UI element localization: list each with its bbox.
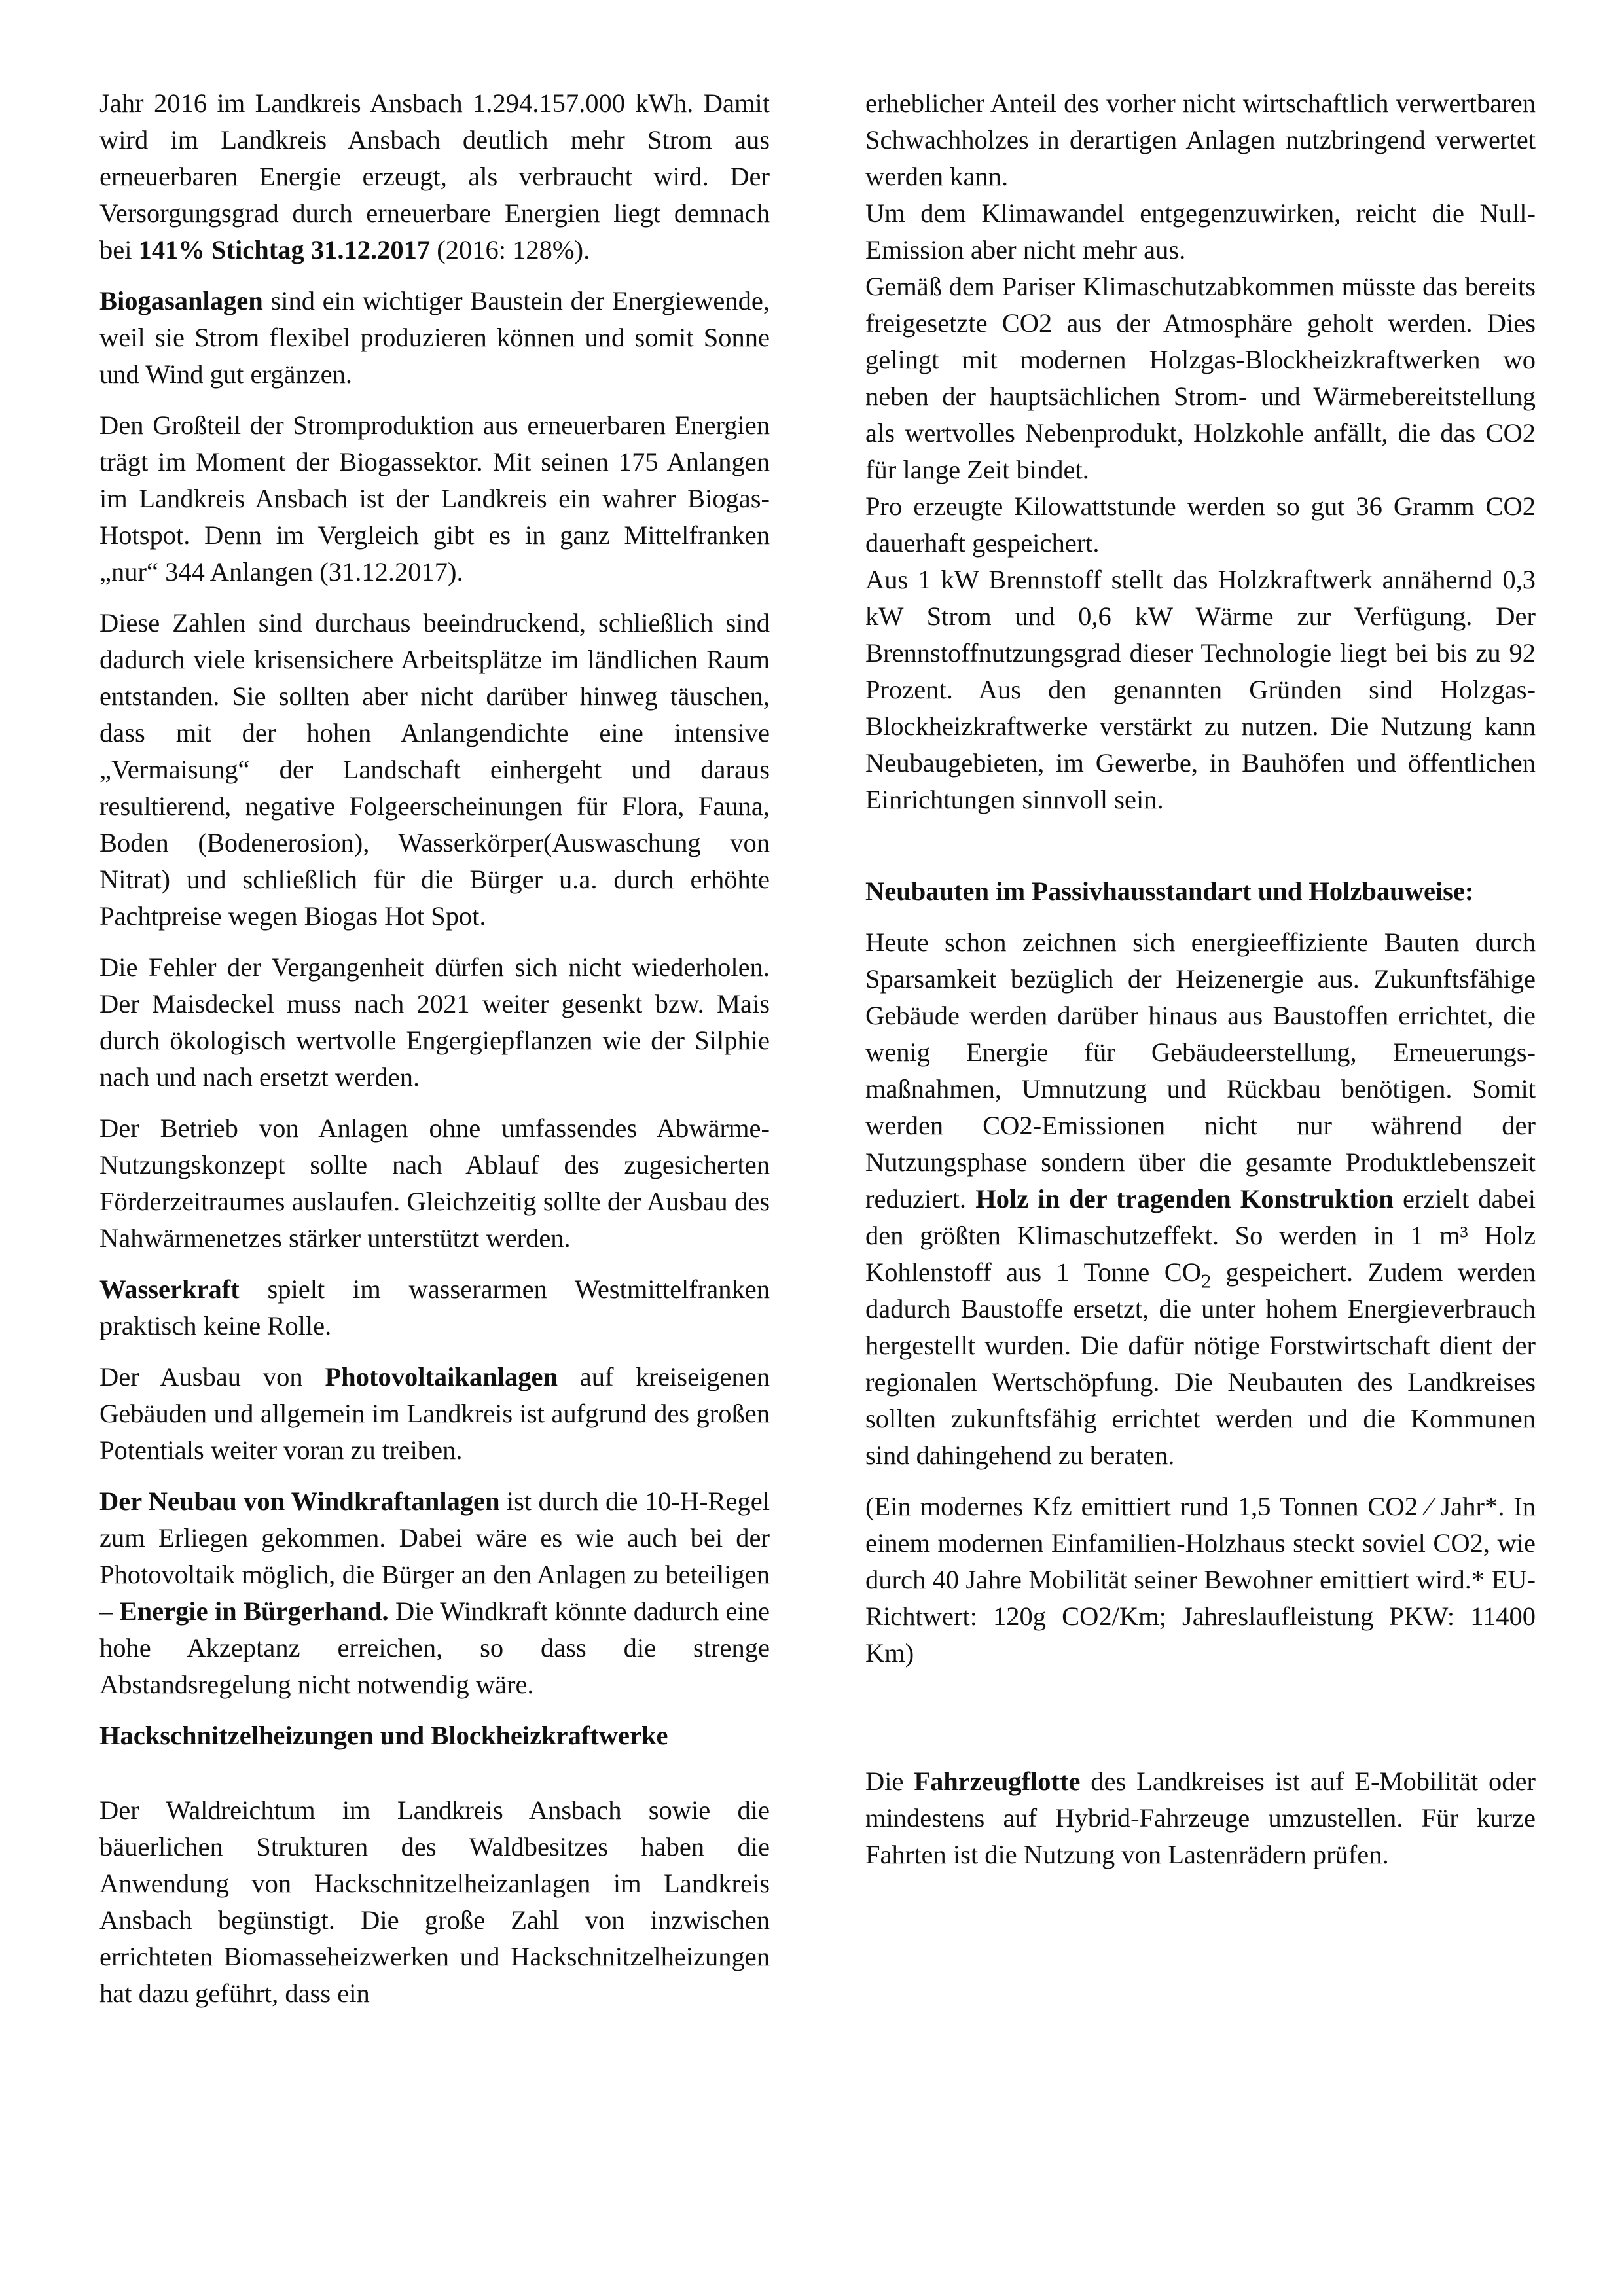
timber-construction-term: Holz in der tragenden Konstruktion	[975, 1184, 1394, 1213]
paragraph-waste-heat: Der Betrieb von Anlagen ohne umfassendes Abwärme-Nutzungskonzept sollte nach Ablauf des zugesicherten Förderzeitraumes auslaufen. Gleichzeitig sollte der Ausbau des Nahwärmenetzes stärker unterstützt werden.	[99, 1113, 770, 1253]
right-column	[865, 85, 1536, 1888]
paragraph-wind-power: Der Neubau von Windkraftanlagen ist durch die 10-H-Regel zum Erliegen gekommen. Dabei wäre es wie auch bei der Photovoltaik möglich, die Bürger an den Anlagen zu beteiligen – Energie in Bürgerhand. Die Windkraft könnte dadurch eine hohe Akzeptanz erreichen, so dass die strenge Abstandsregelung nicht notwendig wäre.	[99, 1486, 770, 1699]
paragraph-wood-power-plant: Aus 1 kW Brennstoff stellt das Holzkraftwerk annähernd 0,3 kW Strom und 0,6 kW Wärme zur Verfügung. Der Brennstoffnutzungsgrad dieser Technologie liegt bei bis zu 92 Prozent. Aus den genannten Gründen sind Holzgas-Blockheizkraftwerke verstärkt zu nutzen. Die Nutzung kann Neubaugebieten, im Gewerbe, in Bauhöfen und öffentlichen Einrichtungen sinnvoll sein.	[865, 565, 1536, 814]
paragraph-biogas-intro: Biogasanlagen sind ein wichtiger Baustein der Energiewende, weil sie Strom flexibel produzieren können und somit Sonne und Wind gut ergänzen.	[99, 286, 770, 389]
paragraph-forest-wealth: Der Waldreichtum im Landkreis Ansbach sowie die bäuerlichen Strukturen des Waldbesitzes haben die Anwendung von Hackschnitzelheizanlagen im Landkreis Ansbach begünstigt. Die große Zahl von inzwischen errichteten Biomasseheizwerken und Hackschnitzelheizungen hat dazu geführt, dass ein	[99, 1795, 770, 2008]
paragraph-vehicle-fleet: Die Fahrzeugflotte des Landkreises ist auf E-Mobilität oder mindestens auf Hybrid-Fahrzeuge umzustellen. Für kurze Fahrten ist die Nutzung von Lastenrädern prüfen.	[865, 1767, 1536, 1869]
hydropower-term: Wasserkraft	[99, 1274, 240, 1304]
wind-power-term: Der Neubau von Windkraftanlagen	[99, 1486, 500, 1516]
paragraph-paris-agreement: Gemäß dem Pariser Klimaschutzabkommen müsste das bereits freigesetzte CO2 aus der Atmosphäre geholt werden. Dies gelingt mit modernen Holzgas-Blockheizkraftwerken wo neben der hauptsächlichen Strom- und Wärmebereitstellung als wertvolles Nebenprodukt, Holzkohle anfällt, die das CO2 für lange Zeit bindet.	[865, 272, 1536, 484]
paragraph-climate-change: Um dem Klimawandel entgegenzuwirken, reicht die Null-Emission aber nicht mehr aus.	[865, 198, 1536, 264]
heading-passive-house: Neubauten im Passivhausstandart und Holzbauweise:	[865, 876, 1474, 906]
paragraph-energy-supply: Jahr 2016 im Landkreis Ansbach 1.294.157.000 kWh. Damit wird im Landkreis Ansbach deutlich mehr Strom aus erneuerbaren Energie erzeugt, als verbraucht wird. Der Versorgungsgrad durch erneuerbare Energien liegt demnach bei 141% Stichtag 31.12.2017 (2016: 128%).	[99, 88, 770, 264]
paragraph-co2-storage: Pro erzeugte Kilowattstunde werden so gut 36 Gramm CO2 dauerhaft gespeichert.	[865, 492, 1536, 558]
supply-rate-highlight: 141% Stichtag 31.12.2017	[138, 235, 431, 264]
paragraph-hydropower: Wasserkraft spielt im wasserarmen Westmittelfranken praktisch keine Rolle.	[99, 1274, 770, 1340]
citizen-energy-term: Energie in Bürgerhand.	[119, 1596, 389, 1626]
biogas-term: Biogasanlagen	[99, 286, 263, 315]
paragraph-biogas-impact: Diese Zahlen sind durchaus beeindruckend, schließlich sind dadurch viele krisensichere Arbeitsplätze im ländlichen Raum entstanden. Sie sollten aber nicht darüber hinweg täuschen, dass mit der hohen Anlangendichte eine intensive „Vermaisung“ der Landschaft einhergeht und daraus resultierend, negative Folgeerscheinungen für Flora, Fauna, Boden (Bodenerosion), Wasserkörper(Auswaschung von Nitrat) und schließlich für die Bürger u.a. durch erhöhte Pachtpreise wegen Biogas Hot Spot.	[99, 608, 770, 931]
paragraph-weak-wood: erheblicher Anteil des vorher nicht wirtschaftlich verwertbaren Schwachholzes in derartigen Anlagen nutzbringend verwertet werden kann.	[865, 88, 1536, 191]
vehicle-fleet-term: Fahrzeugflotte	[914, 1767, 1081, 1796]
photovoltaics-term: Photovoltaikanlagen	[325, 1362, 558, 1391]
paragraph-vehicle-emissions: (Ein modernes Kfz emittiert rund 1,5 Tonnen CO2 ⁄ Jahr*. In einem modernen Einfamilien-Holzhaus steckt soviel CO2, wie durch 40 Jahre Mobilität seiner Bewohner emittiert wird.* EU-Richtwert: 120g CO2/Km; Jahreslaufleistung PKW: 11400 Km)	[865, 1492, 1536, 1668]
paragraph-timber-construction: Heute schon zeichnen sich energieeffiziente Bauten durch Sparsamkeit bezüglich der Heizenergie aus. Zukunftsfähige Gebäude werden darüber hinaus aus Baustoffen errichtet, die wenig Energie für Gebäudeerstellung, Erneuerungs-maßnahmen, Umnutzung und Rückbau benötigen. Somit werden CO2-Emissionen nicht nur während der Nutzungsphase sondern über die gesamte Produktlebenszeit reduziert. Holz in der tragenden Konstruktion erzielt dabei den größten Klimaschutzeffekt. So werden in 1 m³ Holz Kohlenstoff aus 1 Tonne $CO_2$ gespeichert. Zudem werden dadurch Baustoffe ersetzt, die unter hohem Energieverbrauch hergestellt wurden. Die dafür nötige Forstwirtschaft dient der regionalen Wertschöpfung. Die Neubauten des Landkreises sollten zukunftsfähig errichtet werden und die Kommunen sind dahingehend zu beraten.	[865, 927, 1536, 1470]
paragraph-photovoltaics: Der Ausbau von Photovoltaikanlagen auf kreiseigenen Gebäuden und allgemein im Landkreis ist aufgrund des großen Potentials weiter voran zu treiben.	[99, 1362, 770, 1465]
co2-subscript: 2	[1200, 1270, 1212, 1293]
paragraph-maize-cap: Die Fehler der Vergangenheit dürfen sich nicht wiederholen. Der Maisdeckel muss nach 2021 weiter gesenkt bzw. Mais durch ökologisch wertvolle Engergiepflanzen wie der Silphie nach und nach ersetzt werden.	[99, 952, 770, 1092]
paragraph-biogas-sector: Den Großteil der Stromproduktion aus erneuerbaren Energien trägt im Moment der Biogassektor. Mit seinen 175 Anlangen im Landkreis Ansbach ist der Landkreis ein wahrer Biogas-Hotspot. Denn im Vergleich gibt es in ganz Mittelfranken „nur“ 344 Anlangen (31.12.2017).	[99, 410, 770, 586]
left-column	[99, 85, 770, 2012]
heading-woodchip-heating: Hackschnitzelheizungen und Blockheizkraftwerke	[99, 1721, 668, 1750]
